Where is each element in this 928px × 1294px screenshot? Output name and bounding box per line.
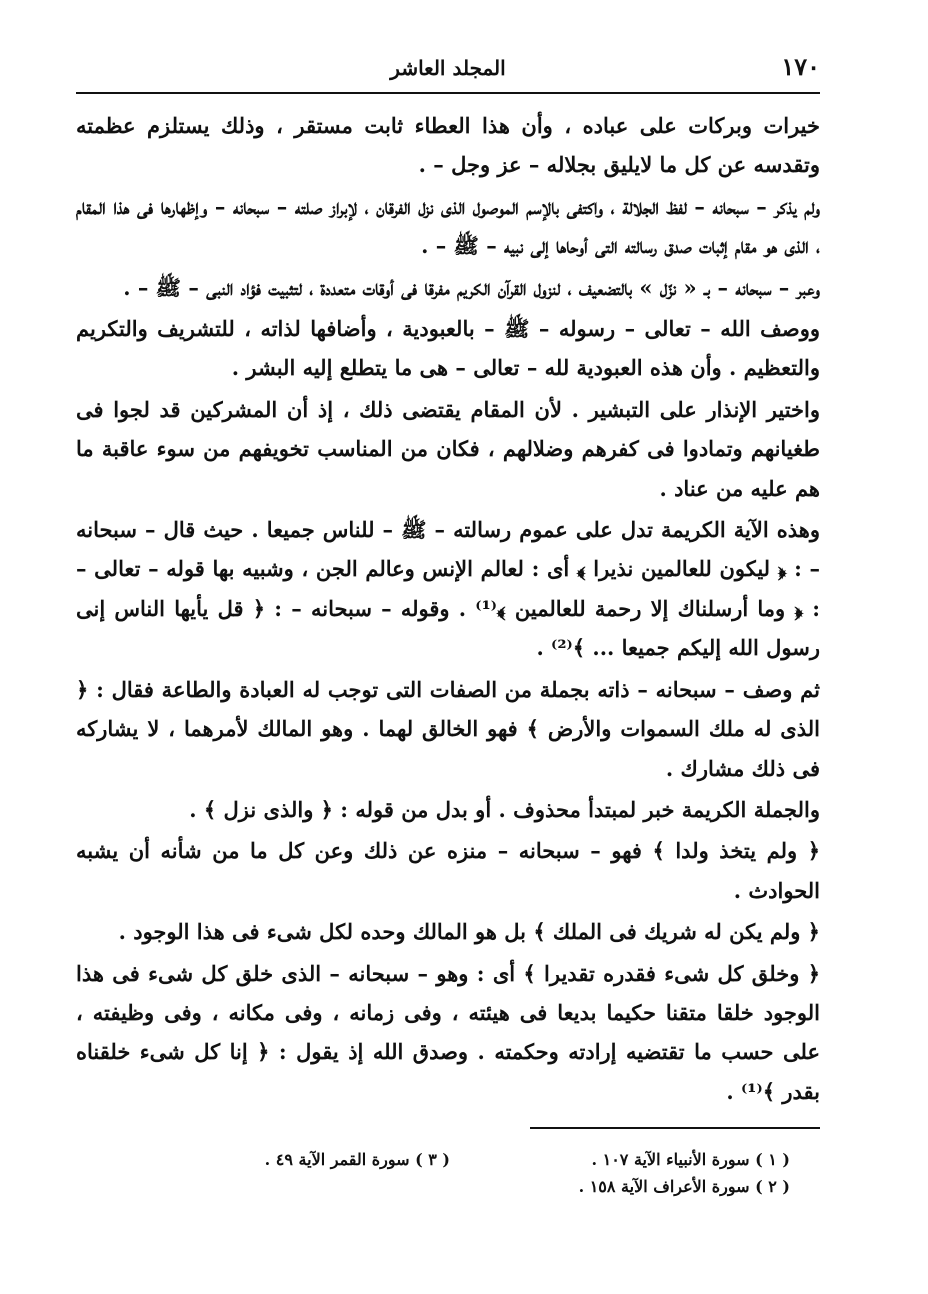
paragraph: ولم يذكر – سبحانه – لفظ الجلالة ، واكتفى بالإسم الموصول الذى نزل الفرقان ، لإبراز صلته – سبحانه – وإظهارها فى هذا المقام ، الذى هو مقام إثبات صدق رسالته التى أوحاها إلى نبيه – ﷺ – . [76,193,820,259]
body-text [76,106,820,1113]
paragraph: والجملة الكريمة خبر لمبتدأ محذوف . أو بدل من قوله : ﴿ والذى نزل ﴾ . [189,796,820,822]
paragraph: وهذه الآية الكريمة تدل على عموم رسالته – ﷺ – للناس جميعا . حيث قال – سبحانه – : ﴿ ليكون للعالمين نذيرا ﴾ أى : لعالم الإنس وعالم الجن ، وشبيه بها قوله – تعالى – : ﴿ وما أرسلناك إلا رحمة للعالمين ﴾⁽¹⁾ . وقوله – سبحانه – : ﴿ قل يأيها الناس إنى رسول الله إليكم جميعا ... ﴾⁽²⁾ . [76,517,820,661]
footnote-item: ( ١ ) سورة الأنبياء الآية ١٠٧ . [591,1150,790,1169]
footnote-item: ( ٣ ) سورة القمر الآية ٤٩ . [264,1150,450,1169]
paragraph: وعبر – سبحانه – بـ « نزّل » بالتضعيف ، لنزول القرآن الكريم مفرقا فى أوقات متعددة ، لتثبيت فؤاد النبى – ﷺ – . [123,274,820,300]
page-header [76,52,820,88]
header-rule [76,92,820,94]
paragraph: ثم وصف – سبحانه – ذاته بجملة من الصفات التى توجب له العبادة والطاعة فقال : ﴿ الذى له ملك السموات والأرض ﴾ فهو الخالق لهما . وهو المالك لأمرهما ، لا يشاركه فى ذلك مشارك . [76,676,820,781]
paragraph: ﴿ ولم يكن له شريك فى الملك ﴾ بل هو المالك وحده لكل شىء فى هذا الوجود . [118,919,820,945]
footnotes-right-column [490,1146,790,1200]
paragraph: ﴿ ولم يتخذ ولدا ﴾ فهو – سبحانه – منزه عن ذلك وعن كل ما من شأنه أن يشبه الحوادث . [76,838,820,903]
paragraph: ﴿ وخلق كل شىء فقدره تقديرا ﴾ أى : وهو – سبحانه – الذى خلق كل شىء فى هذا الوجود خلقا متقنا حكيما بديعا فى هيئته ، وفى زمانه ، وفى مكانه ، وفى وظيفته ، على حسب ما تقتضيه إرادته وحكمته . وصدق الله إذ يقول : ﴿ إنا كل شىء خلقناه بقدر ﴾⁽¹⁾ . [76,960,820,1104]
running-head: المجلد العاشر [390,56,506,80]
footnote-rule [530,1127,820,1129]
page-number: ١٧٠ [781,52,820,81]
paragraph: واختير الإنذار على التبشير . لأن المقام يقتضى ذلك ، إذ أن المشركين قد لجوا فى طغيانهم وتمادوا فى كفرهم وضلالهم ، فكان من المناسب تخويفهم من سوء عاقبة ما هم عليه من عناد . [76,396,820,501]
footnotes-left-column [150,1146,450,1173]
paragraph: ووصف الله – تعالى – رسوله – ﷺ – بالعبودية ، وأضافها لذاته ، للتشريف والتكريم والتعظيم . وأن هذه العبودية لله – تعالى – هى ما يتطلع إليه البشر . [76,316,820,381]
paragraph: خيرات وبركات على عباده ، وأن هذا العطاء ثابت مستقر ، وذلك يستلزم عظمته وتقدسه عن كل ما لايليق بجلاله – عز وجل – . [76,113,820,178]
footnote-item: ( ٢ ) سورة الأعراف الآية ١٥٨ . [578,1177,790,1196]
